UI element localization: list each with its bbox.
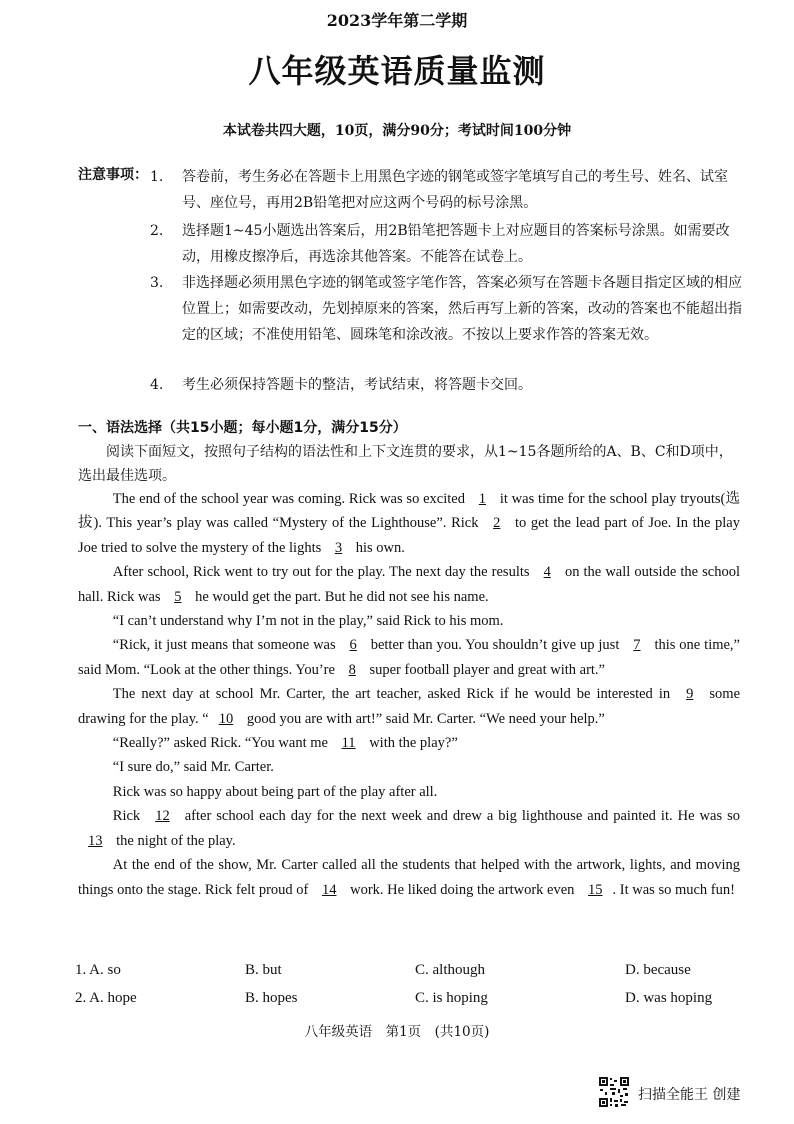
blank-15: 15 (588, 881, 603, 898)
passage-text: the night of the play. (112, 832, 236, 849)
note-text: 非选择题必须用黑色字迹的钢笔或签字笔作答，答案必须写在答题卡各题目指定区域的相应位置上；如需要改动，先划掉原来的答案，然后再写上新的答案，改动的答案也不能超出指定的区域；不准使用铅笔、圆珠笔和涂改液。不按以上要求作答的答案无效。 (182, 275, 742, 343)
scanner-watermark (598, 1076, 768, 1110)
option-b: B. hopes (245, 990, 298, 1006)
blank-6: 6 (349, 637, 357, 654)
note-number: 3. (150, 275, 164, 291)
passage-paragraph (78, 560, 740, 609)
blank-11: 11 (341, 735, 356, 752)
option-d: D. was hoping (625, 990, 713, 1006)
passage-text: “I sure do,” said Mr. Carter. (112, 759, 274, 776)
passage-paragraph (78, 609, 740, 633)
passage-paragraph (78, 780, 740, 804)
note-item (150, 164, 750, 216)
passage-text: The next day at school Mr. Carter, the art teacher, asked Rick if he would be interested in (112, 686, 677, 703)
passage-text: Rick was so happy about being part of the play after all. (112, 783, 438, 800)
blank-3: 3 (334, 539, 343, 556)
option-a: 2. A. hope (75, 990, 137, 1006)
blank-7: 7 (633, 637, 641, 654)
passage-text: “Rick, it just means that someone was (112, 637, 340, 654)
blank-4: 4 (543, 564, 551, 581)
passage-text: Rick (112, 808, 146, 825)
reading-passage (78, 487, 740, 902)
passage-text: The end of the school year was coming. Rick was so excited (112, 491, 469, 507)
passage-paragraph (78, 853, 740, 902)
passage-text: it was time for the school play tryouts(选拔). This year’s play was called “Mystery of the Lighthouse”. Rick (78, 491, 740, 532)
option-b: B. but (245, 962, 282, 978)
note-text: 答卷前，考生务必在答题卡上用黑色字迹的钢笔或签字笔填写自己的考生号、姓名、试室号、座位号，再用2B铅笔把对应这两个号码的标号涂黑。 (182, 169, 728, 211)
option-row (75, 962, 755, 990)
passage-text: he would get the part. But he did not see his name. (191, 588, 489, 605)
option-c: C. although (415, 962, 485, 978)
section-title: 一、语法选择（共15小题；每小题1分，满分15分） (78, 420, 407, 436)
qr-code-icon (598, 1076, 630, 1108)
passage-text: this one time,” said Mom. “Look at the other things. You’re (78, 637, 740, 678)
semester-label: 2023学年第二学期 (326, 11, 468, 30)
option-d: D. because (625, 962, 691, 978)
section-instruction: 阅读下面短文，按照句子结构的语法性和上下文连贯的要求，从1~15各题所给的A、B、C和D项中，选出最佳选项。 (78, 444, 733, 484)
passage-text: “Really?” asked Rick. “You want me (112, 735, 332, 752)
passage-text: his own. (352, 539, 405, 556)
passage-text: to get the lead part of Joe. In the play Joe tried to solve the mystery of the lights (78, 515, 740, 556)
passage-paragraph (78, 804, 740, 853)
passage-text: some drawing for the play. “ (78, 686, 740, 727)
answer-options (75, 962, 755, 1018)
page-title: 八年级英语质量监测 (248, 52, 546, 90)
option-c: C. is hoping (415, 990, 488, 1006)
passage-paragraph (78, 731, 740, 755)
blank-14: 14 (321, 881, 337, 898)
note-item (150, 270, 750, 348)
passage-text: with the play?” (365, 735, 458, 752)
page-footer: 八年级英语 第1页 (共10页) (304, 1024, 490, 1040)
passage-paragraph (78, 682, 740, 731)
blank-12: 12 (155, 808, 170, 825)
passage-text: good you are with art!” said Mr. Carter. “We need your help.” (243, 710, 605, 727)
passage-text: super football player and great with art.” (365, 661, 605, 678)
passage-text: after school each day for the next week and drew a big lighthouse and painted it. He was so (179, 808, 740, 825)
passage-text: better than you. You shouldn’t give up just (366, 637, 624, 654)
passage-paragraph (78, 487, 740, 560)
blank-10: 10 (218, 710, 234, 727)
note-number: 2. (150, 223, 164, 239)
exam-info: 本试卷共四大题，10页，满分90分；考试时间100分钟 (222, 123, 572, 139)
note-text: 选择题1~45小题选出答案后，用2B铅笔把答题卡上对应题目的答案标号涂黑。如需要改动，用橡皮擦净后，再选涂其他答案。不能答在试卷上。 (182, 223, 730, 265)
note-text: 考生必须保持答题卡的整洁，考试结束，将答题卡交回。 (182, 377, 532, 393)
note-item (150, 218, 750, 270)
passage-text: on the wall outside the school hall. Rick was (78, 564, 740, 605)
blank-5: 5 (174, 588, 182, 605)
note-number: 1. (150, 169, 164, 185)
blank-1: 1 (478, 491, 487, 507)
blank-8: 8 (348, 661, 356, 678)
passage-paragraph (78, 633, 740, 682)
blank-13: 13 (88, 832, 103, 849)
scanner-label: 扫描全能王 创建 (638, 1087, 741, 1103)
passage-text: “I can’t understand why I’m not in the play,” said Rick to his mom. (112, 613, 504, 630)
passage-text: . It was so much fun! (612, 881, 735, 898)
passage-text: After school, Rick went to try out for the play. The next day the results (112, 564, 534, 581)
passage-text: At the end of the show, Mr. Carter called all the students that helped with the artwork, lights, and moving things onto the stage. Rick felt proud of (78, 857, 740, 898)
note-item (150, 372, 750, 398)
blank-9: 9 (686, 686, 694, 703)
option-row (75, 990, 755, 1018)
notes-label: 注意事项： (78, 167, 148, 183)
passage-text: work. He liked doing the artwork even (346, 881, 579, 898)
passage-paragraph (78, 755, 740, 779)
blank-2: 2 (493, 515, 501, 532)
option-a: 1. A. so (75, 962, 121, 978)
note-number: 4. (150, 377, 164, 393)
